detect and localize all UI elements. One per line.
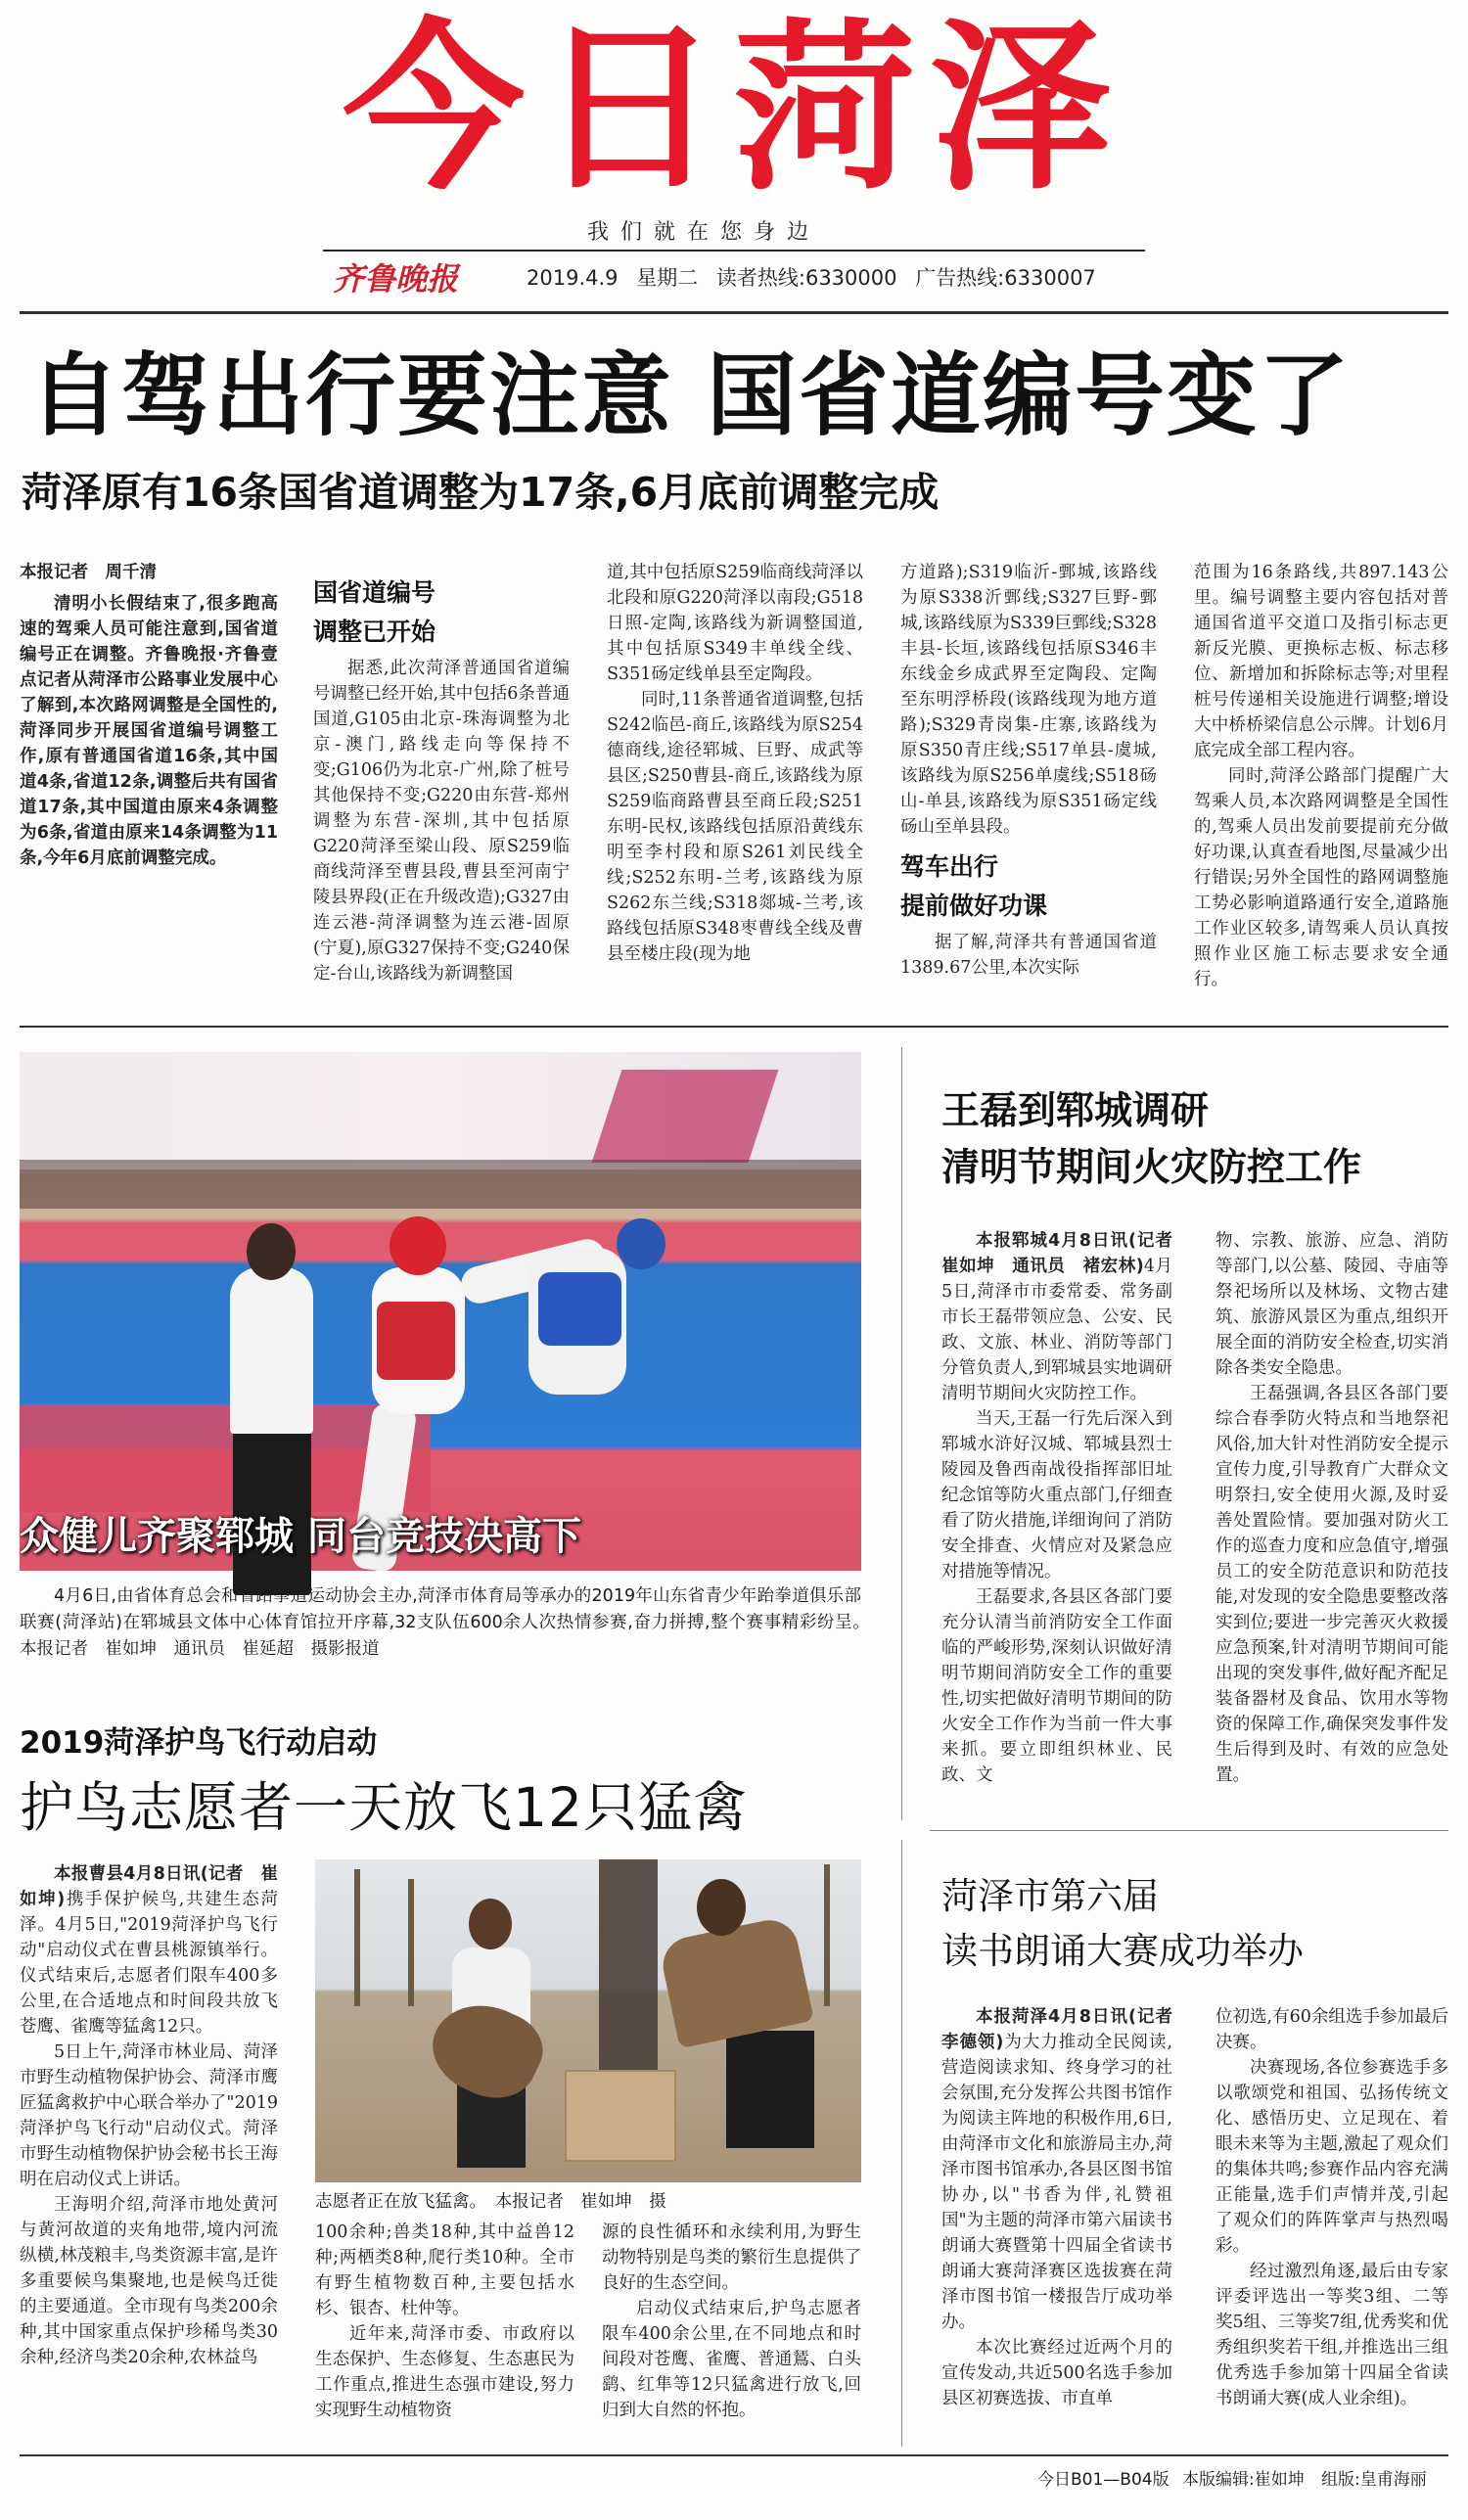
column-rule bbox=[901, 1047, 902, 1820]
bird-col2-text-b: 近年来,菏泽市委、市政府以生态保护、生态修复、生态惠民为工作重点,推进生态强市建设,努力实现野生动植物资 bbox=[315, 2324, 574, 2420]
volunteer-1-head bbox=[469, 1899, 512, 1949]
bird-byline: 本报曹县4月8日讯(记者 崔如坤) bbox=[20, 1864, 278, 1909]
volunteer-2-head bbox=[697, 1879, 746, 1936]
reading-col2-text-c: 经过激烈角逐,最后由专家评委评选出一等奖3组、二等奖5组、三等奖7组,优秀奖和优秀组织奖若干组,并推选出三组优秀选手参加第十四届全省读书朗诵大赛(成人业余组)。 bbox=[1216, 2262, 1448, 2408]
fire-col2-text-b: 王磊强调,各县区各部门要综合春季防火特点和当地祭祀风俗,加大针对性消防安全提示宣传力度,引导教育广大群众文明祭扫,安全使用火源,及时妥善处置险情。要加强对防火工作的巡查力度和应急值守,增强员工的安全防范意识和防范技能,对发现的安全隐患要整改落实到位;要进一步完善灭火救援应急预案,针对清明节期间可能出现的突发事件,做好配齐配足装备器材及食品、饮用水等物资的保障工作,确保突发事件发生后得到及时、有效的应急处置。 bbox=[1216, 1384, 1448, 1785]
masthead-title: 今日菏泽 bbox=[342, 2, 1125, 214]
reading-col1-text-a: 为大力推动全民阅读,营造阅读求知、终身学习的社会氛围,充分发挥公共图书馆作为阅读主阵地的积极作用,6日,由菏泽市文化和旅游局主办,菏泽市图书馆承办,各县区图书馆协办,以"书香为伴,礼赞祖国"为主题的菏泽市第六届读书朗诵大赛暨第十四届全省读书朗诵大赛菏泽赛区选拔赛在菏泽市图书馆一楼报告厅成功举办。 bbox=[941, 2033, 1173, 2332]
lead-col3-text-a: 道,其中包括原S259临商线菏泽以北段和原G220菏泽以南段;G518日照-定陶,该路线为新调整国道,其中包括原S349丰单线全线、S351砀定线单县至定陶段。 bbox=[607, 563, 863, 684]
footer-pages: 今日B01—B04版 bbox=[1037, 2470, 1170, 2490]
volunteer-2 bbox=[658, 1915, 814, 2049]
lead-col5-text-a: 范围为16条路线,共897.143公里。编号调整主要内容包括对普通国省道平交道口及指引标志更新反光膜、更换标志板、标志移位、新增加和拆除标志等;对里程桩号传递相关设施进行调整;增设大中桥桥梁信息公示牌。计划6月底完成全部工程内容。 bbox=[1194, 563, 1448, 760]
dateline bbox=[527, 262, 1108, 292]
referee-shirt bbox=[230, 1267, 313, 1434]
masthead-rule bbox=[323, 250, 1145, 252]
lead-col3-text-b: 同时,11条普通省道调整,包括S242临邑-商丘,该路线为原S254德商线,途径郓城、巨野、成武等县区;S250曹县-商丘,该路线为原S259临商路曹县至商丘段;S251东明-民权,该路线包括原沿黄线东明至李村段和原S261刘民线全线;S252东明-兰考,该路线为原S262东兰线;S318郯城-兰考,该路线包括原S348枣曹线全线及曹县至楼庄段(现为地 bbox=[607, 690, 863, 964]
athlete-red-helmet bbox=[390, 1216, 446, 1275]
volunteer-2-legs bbox=[726, 2031, 814, 2148]
lead-summary: 清明小长假结束了,很多跑高速的驾乘人员可能注意到,国省道编号正在调整。齐鲁晚报·齐鲁壹点记者从菏泽市公路事业发展中心了解到,本次路网调整是全国性的,菏泽同步开展国省道编号调整工作,原有普通国省道16条,其中国道4条,省道12条,调整后共有国省道17条,其中国道由原来4条调整为6条,省道由原来14条调整为11条,今年6月底前调整完成。 bbox=[20, 594, 278, 868]
athlete-blue-vest bbox=[538, 1272, 621, 1346]
reading-headline-1: 菏泽市第六届 bbox=[941, 1875, 1159, 1917]
reading-column-1 bbox=[941, 2004, 1190, 2451]
lead-col4-text-a: 方道路);S319临沂-鄄城,该路线为原S338沂鄄线;S327巨野-鄄城,该路线原为S339巨鄄线;S328丰县-长垣,该路线包括原S346丰东线金乡成武界至定陶段、定陶至东明浮桥段(该路线现为地方道路);S329青岗集-庄寨,该路线为原S350青庄线;S517单县-虞城,该路线为原S256单虞线;S518砀山-单县,该路线为原S351砀定线砀山至单县段。 bbox=[900, 563, 1157, 837]
bird-release-photo bbox=[315, 1859, 861, 2182]
reading-col2-text-b: 决赛现场,各位参赛选手多以歌颂党和祖国、弘扬传统文化、感悟历史、立足现在、着眼未来等为主题,激起了观众们的集体共鸣;参赛作品内容充满正能量,选手们声情并茂,引起了观众们的阵阵掌声与热烈喝彩。 bbox=[1216, 2058, 1448, 2256]
athlete-red-vest bbox=[377, 1302, 455, 1380]
tree bbox=[354, 1869, 360, 2006]
taekwondo-caption: 4月6日,由省体育总会和省跆拳道运动协会主办,菏泽市体育局等承办的2019年山东省青少年跆拳道俱乐部联赛(菏泽站)在郓城县文体中心体育馆拉开序幕,32支队伍600余人次热情参赛,奋力拼搏,整个赛事精彩纷呈。 本报记者 崔如坤 通讯员 崔延超 摄影报道 bbox=[20, 1586, 879, 1659]
reading-column-2 bbox=[1216, 2004, 1448, 2451]
reading-byline: 本报菏泽4月8日讯(记者 李德领) bbox=[941, 2007, 1190, 2052]
footer-editor: 本版编辑:崔如坤 bbox=[1182, 2470, 1305, 2490]
judges-table bbox=[20, 1160, 861, 1209]
fire-bottom-rule bbox=[930, 1830, 1448, 1831]
fire-column-2 bbox=[1216, 1228, 1448, 1815]
lead-headline: 自驾出行要注意 国省道编号变了 bbox=[29, 344, 1352, 448]
bird-col1-text-a: 携手保护候鸟,共建生态菏泽。4月5日,"2019菏泽护鸟飞行动"启动仪式在曹县桃源镇举行。仪式结束后,志愿者们限车400多公里,在合适地点和时间段共放飞苍鹰、雀鹰等猛禽12只。 bbox=[20, 1890, 279, 2037]
raptor-bird bbox=[419, 1988, 554, 2113]
lead-column-5 bbox=[1194, 560, 1448, 1000]
tree bbox=[824, 1864, 830, 2006]
footer-rule bbox=[20, 2454, 1448, 2456]
fire-headline-2: 清明节期间火灾防控工作 bbox=[941, 1146, 1362, 1190]
fire-column-1 bbox=[941, 1228, 1190, 1815]
lead-byline: 本报记者 周千清 bbox=[20, 563, 157, 582]
masthead-slogan: 我们就在您身边 bbox=[587, 220, 821, 245]
cardboard-box bbox=[565, 2070, 676, 2162]
reading-headline-2: 读书朗诵大赛成功举办 bbox=[941, 1930, 1304, 1972]
bird-column-2 bbox=[315, 2220, 574, 2451]
fire-headline-1: 王磊到郓城调研 bbox=[941, 1089, 1210, 1133]
bird-col1-text-b: 5日上午,菏泽市林业局、菏泽市野生动植物保护协会、菏泽市鹰匠猛禽救护中心联合举办了"2019菏泽护鸟飞行动"启动仪式。菏泽市野生动植物保护协会秘书长王海明在启动仪式上讲话。 bbox=[20, 2042, 278, 2189]
bird-col3-text: 源的良性循环和永续利用,为野生动物特别是鸟类的繁衍生息提供了良好的生态空间。 bbox=[602, 2222, 861, 2293]
lead-col5-text-b: 同时,菏泽公路部门提醒广大驾乘人员,本次路网调整是全国性的,驾乘人员出发前要提前充分做好功课,认真查看地图,尽量减少出行错误;另外全国性的路网调整施工势必影响道路通行安全,道路施工作业区较多,请驾乘人员认真按照作业区施工标志要求安全通行。 bbox=[1194, 766, 1448, 989]
lead-col2-text: 据悉,此次菏泽普通国省道编号调整已经开始,其中包括6条普通国道,G105由北京-珠海调整为北京-澳门,路线走向等保持不变;G106仍为北京-广州,除了桩号其他保持不变;G220由东营-郑州调整为东营-深圳,其中包括原G220菏泽至梁山段、原S259临商线菏泽至曹县段,曹县至河南宁陵县界段(正在升级改造);G327由连云港-菏泽调整为连云港-固原(宁夏),原G327保持不变;G240保定-台山,该路线为新调整国 bbox=[313, 659, 570, 984]
taekwondo-overlay-title: 众健儿齐聚郓城 同台竞技决高下 bbox=[20, 1514, 581, 1559]
reading-col2-text-a: 位初选,有60余组选手参加最后决赛。 bbox=[1216, 2007, 1448, 2052]
brand-logo: 齐鲁晚报 bbox=[333, 260, 459, 298]
fire-col2-text-a: 物、宗教、旅游、应急、消防等部门,以公墓、陵园、寺庙等祭祀场所以及林场、文物古建筑、旅游风景区为重点,组织开展全面的消防安全检查,切实消除各类安全隐患。 bbox=[1216, 1231, 1448, 1378]
ad-hotline: 广告热线:6330007 bbox=[915, 266, 1096, 290]
bird-column-1 bbox=[20, 1861, 278, 2449]
lead-subhead-1: 国省道编号 调整已开始 bbox=[313, 578, 436, 646]
referee-head bbox=[247, 1223, 296, 1280]
tree bbox=[408, 1879, 414, 2006]
bird-col3-text-b: 启动仪式结束后,护鸟志愿者限车400余公里,在不同地点和时间段对苍鹰、雀鹰、普通鵟、白头鹞、红隼等12只猛禽进行放飞,回归到大自然的怀抱。 bbox=[602, 2299, 861, 2420]
fire-col1-text-a: 4月5日,菏泽市市委常委、常务副市长王磊带领应急、公安、民政、文旅、林业、消防等部门分管负责人,到郓城县实地调研清明节期间火灾防控工作。 bbox=[941, 1257, 1173, 1403]
fire-col1-text-b: 当天,王磊一行先后深入到郓城水浒好汉城、郓城县烈士陵园及鲁西南战役指挥部旧址纪念馆等防火重点部门,仔细查看了防火措施,详细询问了消防安全排查、火情应对及紧急应对措施等情况。 bbox=[941, 1409, 1172, 1581]
fire-col1-text-c: 王磊要求,各县区各部门要充分认清当前消防安全工作面临的严峻形势,深刻认识做好清明节期间消防安全工作的重要性,切实把做好清明节期间的防火安全工作作为当前一件大事来抓。要立即组织林业、民政、文 bbox=[941, 1587, 1172, 1785]
arena-logo bbox=[592, 1070, 779, 1163]
lead-column-3 bbox=[607, 560, 863, 1000]
column-rule bbox=[901, 1840, 902, 2447]
lead-col4-text-b: 据了解,菏泽共有普通国省道1389.67公里,本次实际 bbox=[900, 933, 1157, 978]
lead-column-1 bbox=[20, 560, 278, 941]
athlete-blue-helmet bbox=[617, 1218, 665, 1269]
fire-byline: 本报郓城4月8日讯(记者 崔如坤 通讯员 褚宏林) bbox=[941, 1231, 1190, 1276]
bird-kicker: 2019菏泽护鸟飞行动启动 bbox=[20, 1725, 378, 1761]
issue-date: 2019.4.9 bbox=[527, 266, 619, 290]
masthead-divider bbox=[20, 311, 1448, 314]
bird-column-3 bbox=[602, 2220, 861, 2451]
lead-column-4 bbox=[900, 560, 1157, 1000]
issue-weekday: 星期二 bbox=[636, 266, 699, 290]
taekwondo-photo bbox=[20, 1052, 861, 1571]
bird-headline: 护鸟志愿者一天放飞12只猛禽 bbox=[20, 1776, 748, 1839]
bird-col2-text: 100余种;兽类18种,其中益兽12种;两栖类8种,爬行类10种。全市有野生植物数百种,主要包括水杉、银杏、杜仲等。 bbox=[315, 2222, 574, 2318]
lead-column-2 bbox=[313, 572, 570, 1002]
bird-photo-caption: 志愿者正在放飞猛禽。 本报记者 崔如坤 摄 bbox=[315, 2192, 666, 2212]
section-divider bbox=[20, 1026, 1448, 1028]
bird-col1-text-c: 王海明介绍,菏泽市地处黄河与黄河故道的夹角地带,境内河流纵横,林茂粮丰,鸟类资源丰富,是许多重要候鸟集聚地,也是候鸟迁徙的主要通道。全市现有鸟类200余种,其中国家重点保护珍稀鸟类30余种,经济鸟类20余种,农林益鸟 bbox=[20, 2195, 278, 2367]
footer-layout: 组版:皇甫海丽 bbox=[1321, 2470, 1427, 2490]
reader-hotline: 读者热线:6330000 bbox=[715, 266, 897, 290]
lead-subheadline: 菏泽原有16条国省道调整为17条,6月底前调整完成 bbox=[22, 469, 940, 516]
lead-subhead-2: 驾车出行 提前做好功课 bbox=[900, 852, 1048, 920]
reading-col1-text-b: 本次比赛经过近两个月的宣传发动,共近500名选手参加县区初赛选拔、市直单 bbox=[941, 2338, 1172, 2408]
